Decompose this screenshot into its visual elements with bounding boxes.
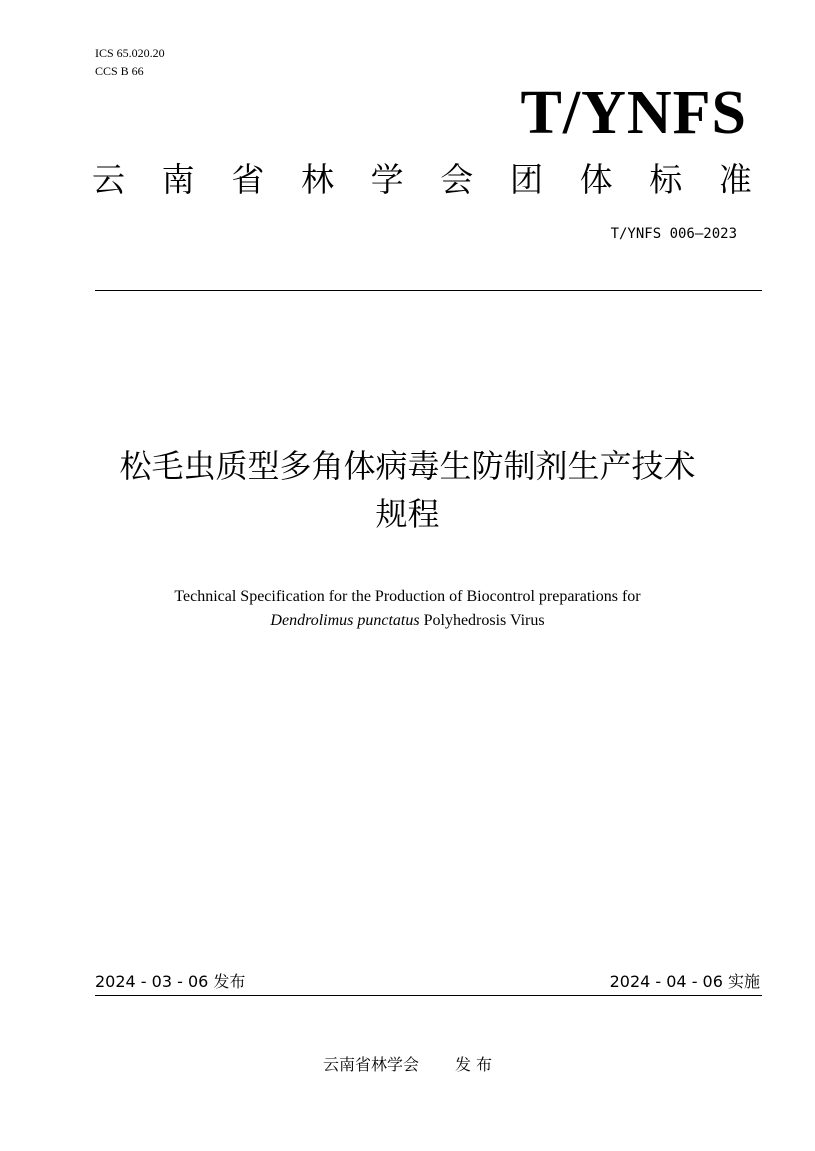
issue-date: 2024 - 03 - 06 发布 bbox=[95, 972, 246, 991]
standard-type-char: 团 bbox=[509, 160, 543, 199]
document-title-en bbox=[60, 585, 755, 633]
bottom-divider bbox=[95, 995, 762, 996]
standard-type-char: 会 bbox=[440, 160, 474, 199]
standard-number: T/YNFS 006—2023 bbox=[610, 226, 737, 242]
top-divider bbox=[95, 290, 762, 291]
standard-type-char: 体 bbox=[579, 160, 613, 199]
species-name: Dendrolimus punctatus bbox=[270, 612, 420, 629]
title-en-line1: Technical Specification for the Production of Biocontrol preparations for bbox=[174, 588, 641, 605]
publisher-line bbox=[0, 1053, 815, 1077]
publisher-name: 云南省林学会 bbox=[322, 1055, 419, 1074]
document-title-cn bbox=[60, 442, 755, 538]
classification-codes bbox=[95, 44, 165, 80]
implementation-date: 2024 - 04 - 06 实施 bbox=[609, 972, 760, 991]
title-en-line2-rest: Polyhedrosis Virus bbox=[419, 612, 545, 629]
standard-type-char: 南 bbox=[161, 160, 195, 199]
publisher-action: 发 布 bbox=[454, 1055, 493, 1074]
ics-code: ICS 65.020.20 bbox=[95, 46, 165, 60]
standard-type-char: 林 bbox=[300, 160, 334, 199]
standard-type-char: 省 bbox=[231, 160, 265, 199]
standard-type-char: 准 bbox=[718, 160, 752, 199]
standard-type-char: 学 bbox=[370, 160, 404, 199]
title-cn-line2: 规程 bbox=[375, 495, 440, 533]
title-cn-line1: 松毛虫质型多角体病毒生防制剂生产技术 bbox=[119, 447, 696, 485]
ccs-code: CCS B 66 bbox=[95, 64, 144, 78]
standard-type bbox=[92, 158, 752, 202]
standard-type-char: 标 bbox=[649, 160, 683, 199]
standard-type-char: 云 bbox=[92, 160, 125, 199]
standard-code: T/YNFS bbox=[520, 79, 747, 147]
title-en-line2 bbox=[60, 609, 755, 633]
